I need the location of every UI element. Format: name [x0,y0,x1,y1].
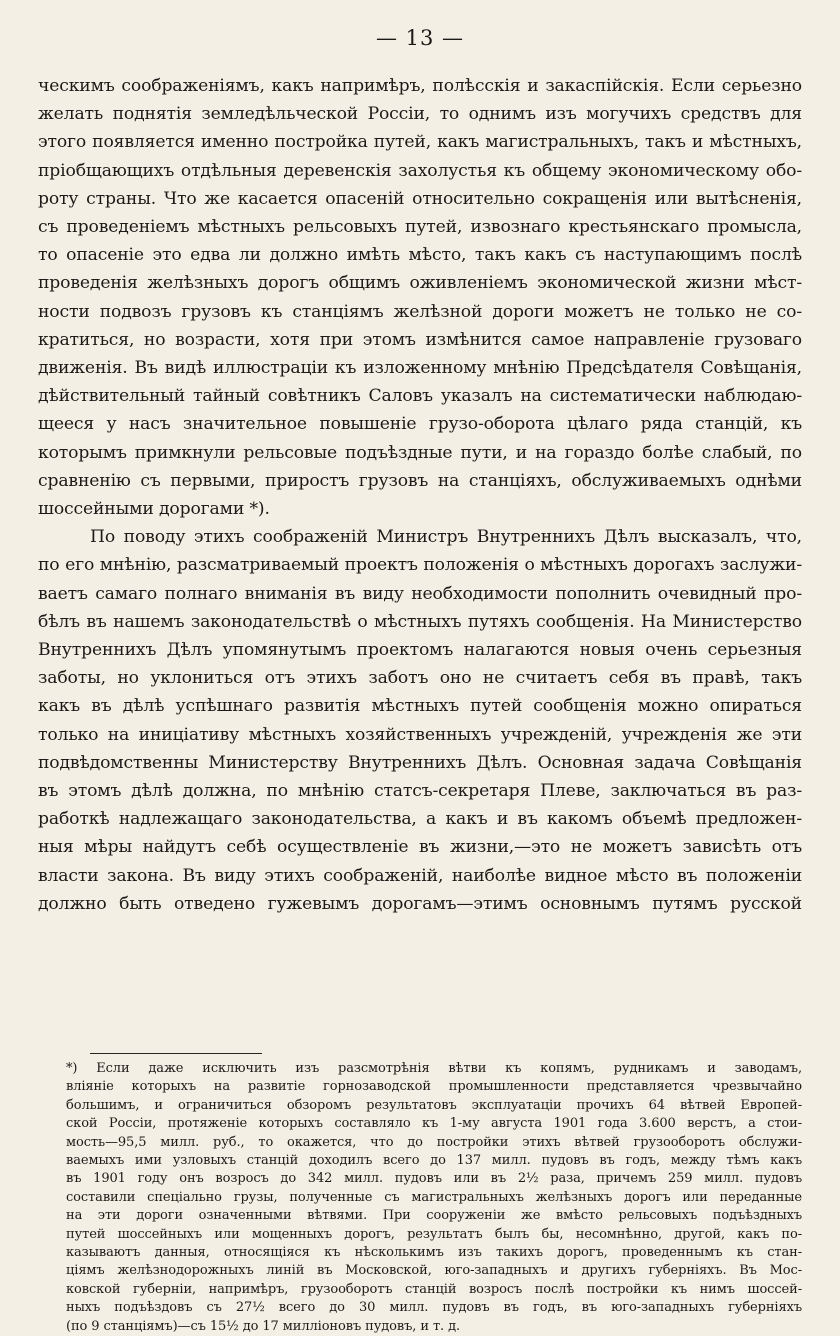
text-line: должно быть отведено гужевымъ дорогамъ—этимъ основнымъ путямъ русской [38,893,802,914]
text-line: этого появляется именно постройка путей, какъ магистральныхъ, такъ и мѣстныхъ, [38,132,802,153]
footnote-line: вліяніе которыхъ на развитіе горнозаводской промышленности представляется чрезвычайно [66,1079,802,1095]
text-line: бѣлъ въ нашемъ законодательствѣ о мѣстныхъ путяхъ сообщенія. На Министерство [38,611,802,632]
text-line: власти закона. Въ виду этихъ соображеній, наиболѣе видное мѣсто въ положеніи [38,865,802,886]
text-line: только на иниціативу мѣстныхъ хозяйственныхъ учрежденій, учрежденія же эти [38,724,802,745]
footnote-line: большимъ, и ограничиться обзоромъ результатовъ эксплуатаціи прочихъ 64 вѣтвей Европей- [66,1097,802,1113]
text-line: ческимъ соображеніямъ, какъ напримѣръ, полѣсскія и закаспійскія. Если серьезно [38,76,802,96]
footnote [66,1060,802,1336]
paragraph-end-line: шоссейными дорогами *). [38,499,270,520]
footnote-line: составили спеціально грузы, полученные съ магистральныхъ желѣзныхъ дорогъ или переданные [66,1189,802,1205]
text-line: роту страны. Что же касается опасеній относительно сокращенія или вытѣсненія, [38,188,802,209]
footnote-line: *) Если даже исключить изъ разсмотрѣнія вѣтви къ копямъ, рудникамъ и заводамъ, [66,1061,802,1076]
text-line: дѣйствительный тайный совѣтникъ Саловъ указалъ на систематически наблюдаю- [38,386,802,407]
text-line: ности подвозъ грузовъ къ станціямъ желѣзной дороги можетъ не только не со- [38,301,802,322]
footnote-divider [90,1053,262,1054]
text-line: заботы, но уклониться отъ этихъ заботъ оно не считаетъ себя въ правѣ, такъ [38,668,802,689]
paragraph-start-line: По поводу этихъ соображеній Министръ Внутреннихъ Дѣлъ высказалъ, что, [90,527,802,548]
text-line: проведенія желѣзныхъ дорогъ общимъ оживленіемъ экономической жизни мѣст- [38,273,802,294]
page-number: — 13 — [375,26,465,50]
text-line: кратиться, но возрасти, хотя при этомъ измѣнится самое направленіе грузоваго [38,329,802,350]
footnote-line: ныхъ подъѣздовъ съ 27½ всего до 30 милл. пудовъ въ годъ, въ юго-западныхъ губерніяхъ [66,1300,802,1316]
text-line: ваетъ самаго полнаго вниманія въ виду необходимости пополнить очевидный про- [38,583,802,604]
text-line: въ этомъ дѣлѣ должна, по мнѣнію статсъ-секретаря Плеве, заключаться въ раз- [38,781,802,802]
text-line: щееся у насъ значительное повышеніе грузо-оборота цѣлаго ряда станцій, къ [38,414,802,435]
text-line: работкѣ надлежащаго законодательства, а какъ и въ какомъ объемѣ предложен- [38,809,802,830]
footnote-line: путей шоссейныхъ или мощенныхъ дорогъ, результатъ былъ бы, несомнѣнно, другой, какъ по- [66,1226,802,1242]
footnote-line: ваемыхъ ими узловыхъ станцій доходилъ всего до 137 милл. пудовъ въ годъ, между тѣмъ какъ [66,1153,802,1169]
text-line: по его мнѣнію, разсматриваемый проектъ положенія о мѣстныхъ дорогахъ заслужи- [38,555,802,576]
footnote-line: ціямъ желѣзнодорожныхъ линій въ Московской, юго-западныхъ и другихъ губерніяхъ. Въ Мос- [66,1263,802,1279]
text-line: желать поднятія земледѣльческой Россіи, то однимъ изъ могучихъ средствъ для [38,104,802,125]
text-line: сравненію съ первыми, приростъ грузовъ на станціяхъ, обслуживаемыхъ однѣми [38,470,802,491]
footnote-line: въ 1901 году онъ возросъ до 342 милл. пудовъ или въ 2½ раза, причемъ 259 милл. пудовъ [66,1171,802,1187]
text-line: Внутреннихъ Дѣлъ упомянутымъ проектомъ налагаются новыя очень серьезныя [38,640,802,661]
text-line: движенія. Въ видѣ иллюстраціи къ изложенному мнѣнію Предсѣдателя Совѣщанія, [38,358,802,379]
footnote-line: казываютъ данныя, относящіяся къ нѣсколькимъ изъ такихъ дорогъ, проведеннымъ къ стан- [66,1245,802,1261]
text-line: которымъ примкнули рельсовые подъѣздные пути, и на гораздо болѣе слабый, по [38,442,802,463]
text-line: подвѣдомственны Министерству Внутреннихъ Дѣлъ. Основная задача Совѣщанія [38,752,802,773]
footnote-line: ской Россіи, протяженіе которыхъ составляло къ 1-му августа 1901 года 3.600 верстъ, а стои- [66,1116,802,1132]
text-line: пріобщающихъ отдѣльныя деревенскія захолустья къ общему экономическому обо- [38,160,802,181]
text-line: ныя мѣры найдутъ себѣ осуществленіе въ жизни,—это не можетъ зависѣть отъ [38,837,802,858]
footnote-end-line: (по 9 станціямъ)—съ 15½ до 17 милліоновъ пудовъ, и т. д. [66,1318,461,1334]
text-line: то опасеніе это едва ли должно имѣть мѣсто, такъ какъ съ наступающимъ послѣ [38,245,802,266]
footnote-line: на эти дороги означенными вѣтвями. При сооруженіи же вмѣсто рельсовыхъ подъѣздныхъ [66,1208,802,1224]
footnote-line: мость—95,5 милл. руб., то окажется, что до постройки этихъ вѣтвей грузооборотъ обслужи- [66,1134,802,1150]
text-line: съ проведеніемъ мѣстныхъ рельсовыхъ путей, извознаго крестьянскаго промысла, [38,217,802,238]
footnote-line: ковской губерніи, напримѣръ, грузооборотъ станцій возросъ послѣ постройки къ нимъ шоссей- [66,1281,802,1297]
text-line: какъ въ дѣлѣ успѣшнаго развитія мѣстныхъ путей сообщенія можно опираться [38,696,802,717]
main-text [38,72,802,918]
